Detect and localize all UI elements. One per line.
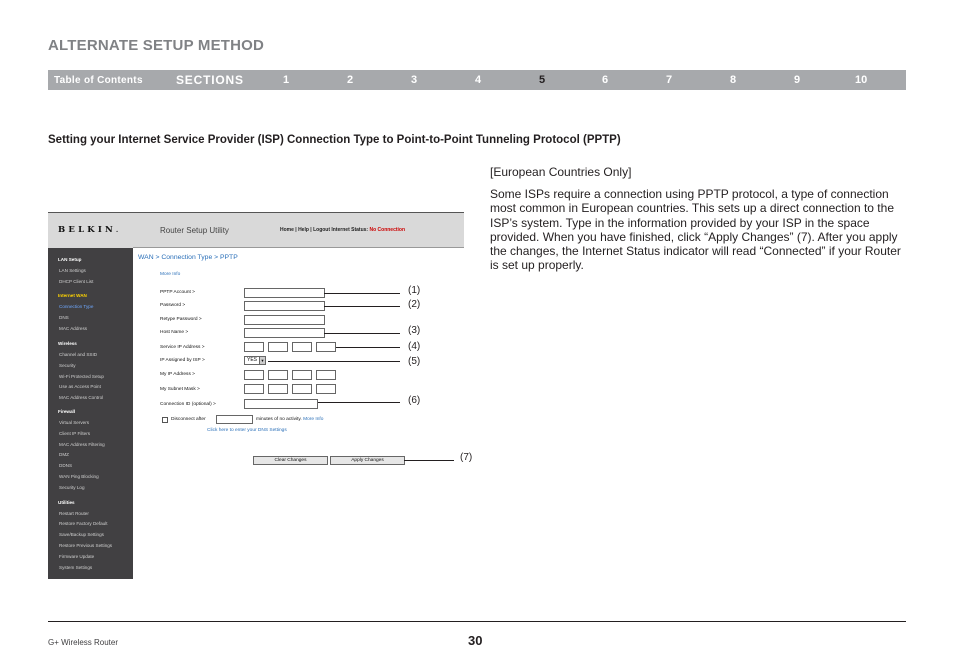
callout-line-3 <box>324 333 400 334</box>
nav-section-9[interactable]: 9 <box>794 74 801 86</box>
retype-password-label: Retype Password > <box>160 317 202 322</box>
sidebar-item[interactable]: MAC Address <box>59 326 88 331</box>
section-navbar <box>48 70 906 90</box>
sidebar-item[interactable]: MAC Address Control <box>59 395 104 400</box>
sidebar-item[interactable]: Restart Router <box>59 511 89 516</box>
european-note: [European Countries Only] <box>490 165 632 179</box>
my-ip-octet-2[interactable] <box>268 370 288 380</box>
disconnect-more-info-link[interactable]: More Info <box>303 417 324 422</box>
router-top-links[interactable]: Home | Help | Logout Internet Status: No Connection <box>280 227 406 233</box>
callout-line-4 <box>336 347 400 348</box>
nav-sections-label: SECTIONS <box>176 73 244 87</box>
apply-changes-button[interactable]: Apply Changes <box>330 456 405 465</box>
my-ip-octet-3[interactable] <box>292 370 312 380</box>
sidebar-item[interactable]: System Settings <box>59 565 93 570</box>
callout-line-6 <box>318 402 400 403</box>
callout-line-2 <box>324 306 400 307</box>
subnet-label: My Subnet Mask > <box>160 387 200 392</box>
breadcrumb: WAN > Connection Type > PPTP <box>138 254 238 261</box>
password-input[interactable] <box>244 301 325 311</box>
sidebar-item[interactable]: Security Log <box>59 485 85 490</box>
connection-id-label: Connection ID (optional) > <box>160 402 216 407</box>
callout-line-7 <box>404 460 454 461</box>
subnet-octet-4[interactable] <box>316 384 336 394</box>
disconnect-minutes-input[interactable] <box>216 415 253 424</box>
callout-3: (3) <box>408 325 421 336</box>
nav-section-5[interactable]: 5 <box>539 74 546 86</box>
footer-product-name: G+ Wireless Router <box>48 638 119 647</box>
footer-rule <box>48 621 906 622</box>
sidebar-item[interactable]: LAN Settings <box>59 268 86 273</box>
sidebar-item[interactable]: Firewall <box>58 409 76 414</box>
password-label: Password > <box>160 303 186 308</box>
retype-password-input[interactable] <box>244 315 325 325</box>
router-screenshot <box>48 212 464 579</box>
callout-1: (1) <box>408 285 421 296</box>
sidebar-item[interactable]: Use as Access Point <box>59 384 101 389</box>
sidebar-item[interactable]: Save/Backup Settings <box>59 532 104 537</box>
host-name-label: Host Name > <box>160 330 189 335</box>
service-ip-octet-1[interactable] <box>244 342 264 352</box>
sidebar-item[interactable]: DNS <box>59 315 69 320</box>
router-sidebar <box>48 248 133 579</box>
sidebar-item[interactable]: Channel and SSID <box>59 352 98 357</box>
sidebar-item[interactable]: DDNS <box>59 463 73 468</box>
host-name-input[interactable] <box>244 328 325 338</box>
nav-section-3[interactable]: 3 <box>411 74 418 86</box>
sidebar-item[interactable]: Restore Factory Default <box>59 521 108 526</box>
my-ip-label: My IP Address > <box>160 372 195 377</box>
more-info-link[interactable]: More Info <box>160 272 181 277</box>
instructions-paragraph: Some ISPs require a connection using PPTP protocol, a type of connection most common in European countries. This sets up a direct connection to the ISP’s system. Type in the information provided by your ISP in the space provided. When you have finished, click “Apply Changes” (7). After you apply the changes, the Internet Status indicator will read “Connected” if your Router is set up properly. <box>490 187 901 273</box>
connection-id-input[interactable] <box>244 399 318 409</box>
nav-section-1[interactable]: 1 <box>283 74 290 86</box>
router-utility-title: Router Setup Utility <box>160 226 229 235</box>
sidebar-item[interactable]: Restore Previous Settings <box>59 543 113 548</box>
nav-section-8[interactable]: 8 <box>730 74 737 86</box>
subnet-octet-3[interactable] <box>292 384 312 394</box>
nav-section-7[interactable]: 7 <box>666 74 673 86</box>
disconnect-tail: minutes of no activity. More Info <box>256 417 324 422</box>
my-ip-octet-4[interactable] <box>316 370 336 380</box>
sidebar-item[interactable]: Firmware Update <box>59 554 95 559</box>
service-ip-label: Service IP Address > <box>160 345 205 350</box>
page-number: 30 <box>468 633 483 648</box>
assigned-by-isp-select[interactable]: YES ▼ <box>244 356 266 365</box>
router-header <box>48 212 464 248</box>
service-ip-octet-3[interactable] <box>292 342 312 352</box>
pptp-account-input[interactable] <box>244 288 325 298</box>
clear-changes-button[interactable]: Clear Changes <box>253 456 328 465</box>
chevron-down-icon: ▼ <box>260 358 265 363</box>
sidebar-item[interactable]: DMZ <box>59 452 69 457</box>
nav-section-10[interactable]: 10 <box>855 74 868 86</box>
callout-5: (5) <box>408 356 421 367</box>
subnet-octet-1[interactable] <box>244 384 264 394</box>
sidebar-item[interactable]: WAN Ping Blocking <box>59 474 99 479</box>
belkin-logo: BELKIN. <box>58 225 119 235</box>
sidebar-item[interactable]: LAN Setup <box>58 257 82 262</box>
header-divider <box>133 247 464 248</box>
nav-section-6[interactable]: 6 <box>602 74 609 86</box>
callout-2: (2) <box>408 299 421 310</box>
sidebar-item[interactable]: Client IP Filters <box>59 431 91 436</box>
callout-6: (6) <box>408 395 421 406</box>
callout-line-5 <box>268 361 400 362</box>
callout-4: (4) <box>408 341 421 352</box>
nav-section-2[interactable]: 2 <box>347 74 354 86</box>
callout-line-1 <box>324 293 400 294</box>
callout-7: (7) <box>460 452 473 463</box>
pptp-account-label: PPTP Account > <box>160 290 195 295</box>
sidebar-item[interactable]: Wireless <box>58 341 77 346</box>
service-ip-octet-2[interactable] <box>268 342 288 352</box>
subnet-octet-2[interactable] <box>268 384 288 394</box>
header-title: ALTERNATE SETUP METHOD <box>48 37 265 54</box>
section-heading: Setting your Internet Service Provider (ISP) Connection Type to Point-to-Point Tunneling Protocol (PPTP) <box>48 134 621 146</box>
sidebar-item[interactable]: Internet WAN <box>58 293 87 298</box>
sidebar-item[interactable]: MAC Address Filtering <box>59 442 105 447</box>
sidebar-item[interactable]: Virtual Servers <box>59 420 90 425</box>
internet-status: No Connection <box>369 227 406 233</box>
sidebar-item[interactable]: Connection Type <box>59 304 94 309</box>
sidebar-item[interactable]: Security <box>59 363 76 368</box>
nav-section-4[interactable]: 4 <box>475 74 482 86</box>
sidebar-item[interactable]: DHCP Client List <box>59 279 94 284</box>
sidebar-item[interactable]: Utilities <box>58 500 75 505</box>
disconnect-checkbox[interactable] <box>162 417 168 423</box>
sidebar-item[interactable]: Wi-Fi Protected Setup <box>59 374 104 379</box>
nav-table-of-contents[interactable]: Table of Contents <box>54 75 143 86</box>
dns-settings-link[interactable]: Click here to enter your DNS Settings <box>207 428 287 433</box>
my-ip-octet-1[interactable] <box>244 370 264 380</box>
disconnect-label: Disconnect after <box>171 417 206 422</box>
service-ip-octet-4[interactable] <box>316 342 336 352</box>
assigned-by-isp-label: IP Assigned by ISP > <box>160 358 205 363</box>
